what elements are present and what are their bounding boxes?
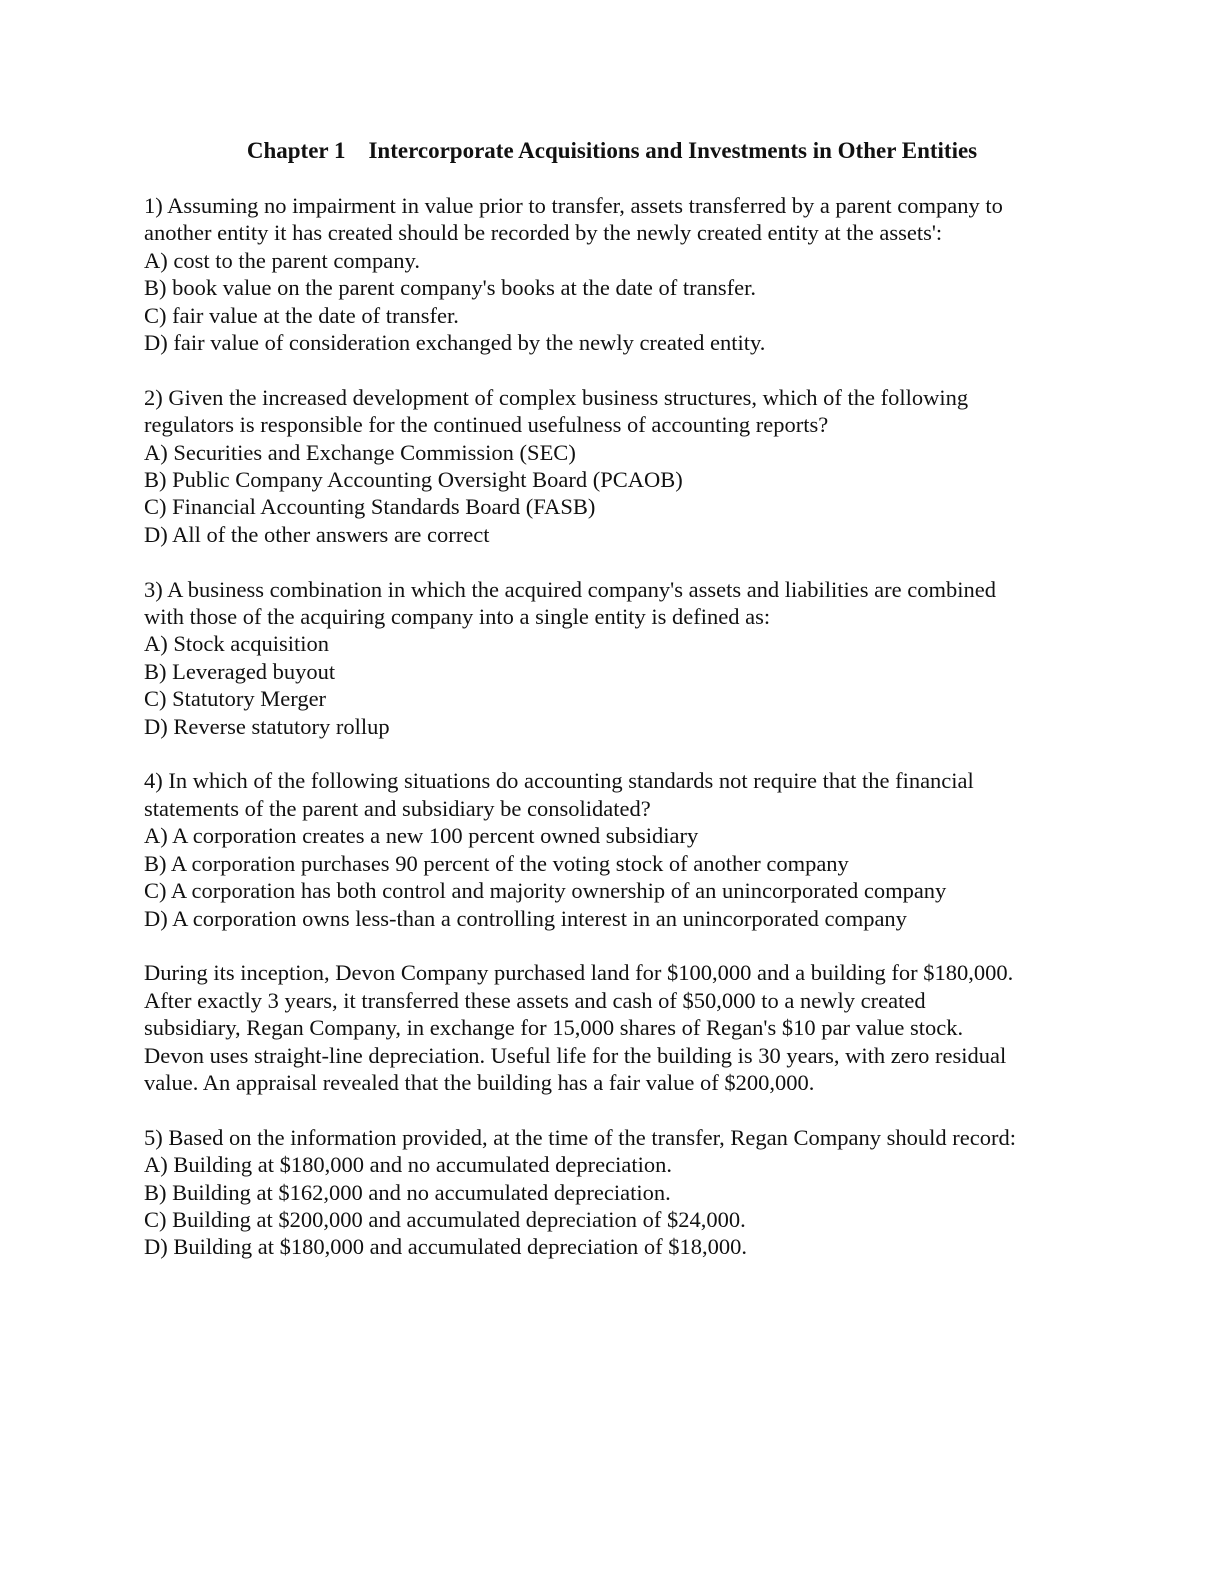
scenario-line: value. An appraisal revealed that the building has a fair value of $200,000.: [144, 1069, 815, 1095]
answer-option-a: A) Building at $180,000 and no accumulated depreciation.: [144, 1152, 672, 1178]
answer-option-b: B) Building at $162,000 and no accumulated depreciation.: [144, 1179, 671, 1205]
heading-gap: [345, 138, 368, 163]
scenario-line: Devon uses straight-line depreciation. Useful life for the building is 30 years, with zero residual: [144, 1042, 1007, 1068]
question-stem-line: regulators is responsible for the continued usefulness of accounting reports?: [144, 412, 829, 438]
answer-option-d: D) A corporation owns less-than a controlling interest in an unincorporated company: [144, 905, 907, 931]
answer-option-b: B) Public Company Accounting Oversight Board (PCAOB): [144, 467, 683, 493]
answer-option-c: C) A corporation has both control and majority ownership of an unincorporated company: [144, 878, 947, 904]
question-stem-line: another entity it has created should be recorded by the newly created entity at the assets':: [144, 220, 943, 246]
question-5: [144, 1124, 1084, 1261]
answer-option-d: D) All of the other answers are correct: [144, 521, 490, 547]
chapter-label: Chapter 1: [246, 138, 346, 163]
answer-option-b: B) Leveraged buyout: [144, 658, 336, 684]
answer-option-a: A) cost to the parent company.: [144, 247, 420, 273]
question-stem-line: 5) Based on the information provided, at the time of the transfer, Regan Company should record:: [144, 1124, 1016, 1150]
question-3: [144, 576, 1084, 740]
document-body: [144, 192, 1084, 1288]
answer-option-a: A) A corporation creates a new 100 percent owned subsidiary: [144, 823, 699, 849]
scenario-line: During its inception, Devon Company purchased land for $100,000 and a building for $180,000.: [144, 960, 1014, 986]
answer-option-c: C) Building at $200,000 and accumulated depreciation of $24,000.: [144, 1206, 746, 1232]
question-1: [144, 192, 1084, 356]
question-stem-line: 4) In which of the following situations do accounting standards not require that the financial: [144, 768, 974, 794]
answer-option-a: A) Securities and Exchange Commission (SEC): [144, 439, 576, 465]
scenario-line: subsidiary, Regan Company, in exchange for 15,000 shares of Regan's $10 par value stock.: [144, 1015, 964, 1041]
chapter-title: Intercorporate Acquisitions and Investments in Other Entities: [368, 138, 978, 163]
question-stem-line: with those of the acquiring company into a single entity is defined as:: [144, 604, 771, 630]
scenario-line: After exactly 3 years, it transferred these assets and cash of $50,000 to a newly created: [144, 987, 926, 1013]
question-stem-line: statements of the parent and subsidiary be consolidated?: [144, 795, 651, 821]
question-2: [144, 384, 1084, 548]
chapter-heading: [0, 136, 1224, 166]
answer-option-b: B) A corporation purchases 90 percent of the voting stock of another company: [144, 850, 849, 876]
answer-option-c: C) fair value at the date of transfer.: [144, 302, 459, 328]
question-4: [144, 767, 1084, 931]
question-stem-line: 3) A business combination in which the acquired company's assets and liabilities are combined: [144, 576, 996, 602]
answer-option-b: B) book value on the parent company's books at the date of transfer.: [144, 275, 757, 301]
answer-option-d: D) Building at $180,000 and accumulated depreciation of $18,000.: [144, 1234, 747, 1260]
scenario-paragraph: [144, 959, 1084, 1096]
answer-option-c: C) Statutory Merger: [144, 686, 327, 712]
answer-option-a: A) Stock acquisition: [144, 631, 329, 657]
question-stem-line: 1) Assuming no impairment in value prior to transfer, assets transferred by a parent company to: [144, 193, 1003, 218]
question-stem-line: 2) Given the increased development of complex business structures, which of the following: [144, 384, 969, 410]
answer-option-d: D) fair value of consideration exchanged by the newly created entity.: [144, 330, 766, 356]
answer-option-d: D) Reverse statutory rollup: [144, 713, 390, 739]
answer-option-c: C) Financial Accounting Standards Board (FASB): [144, 494, 596, 520]
